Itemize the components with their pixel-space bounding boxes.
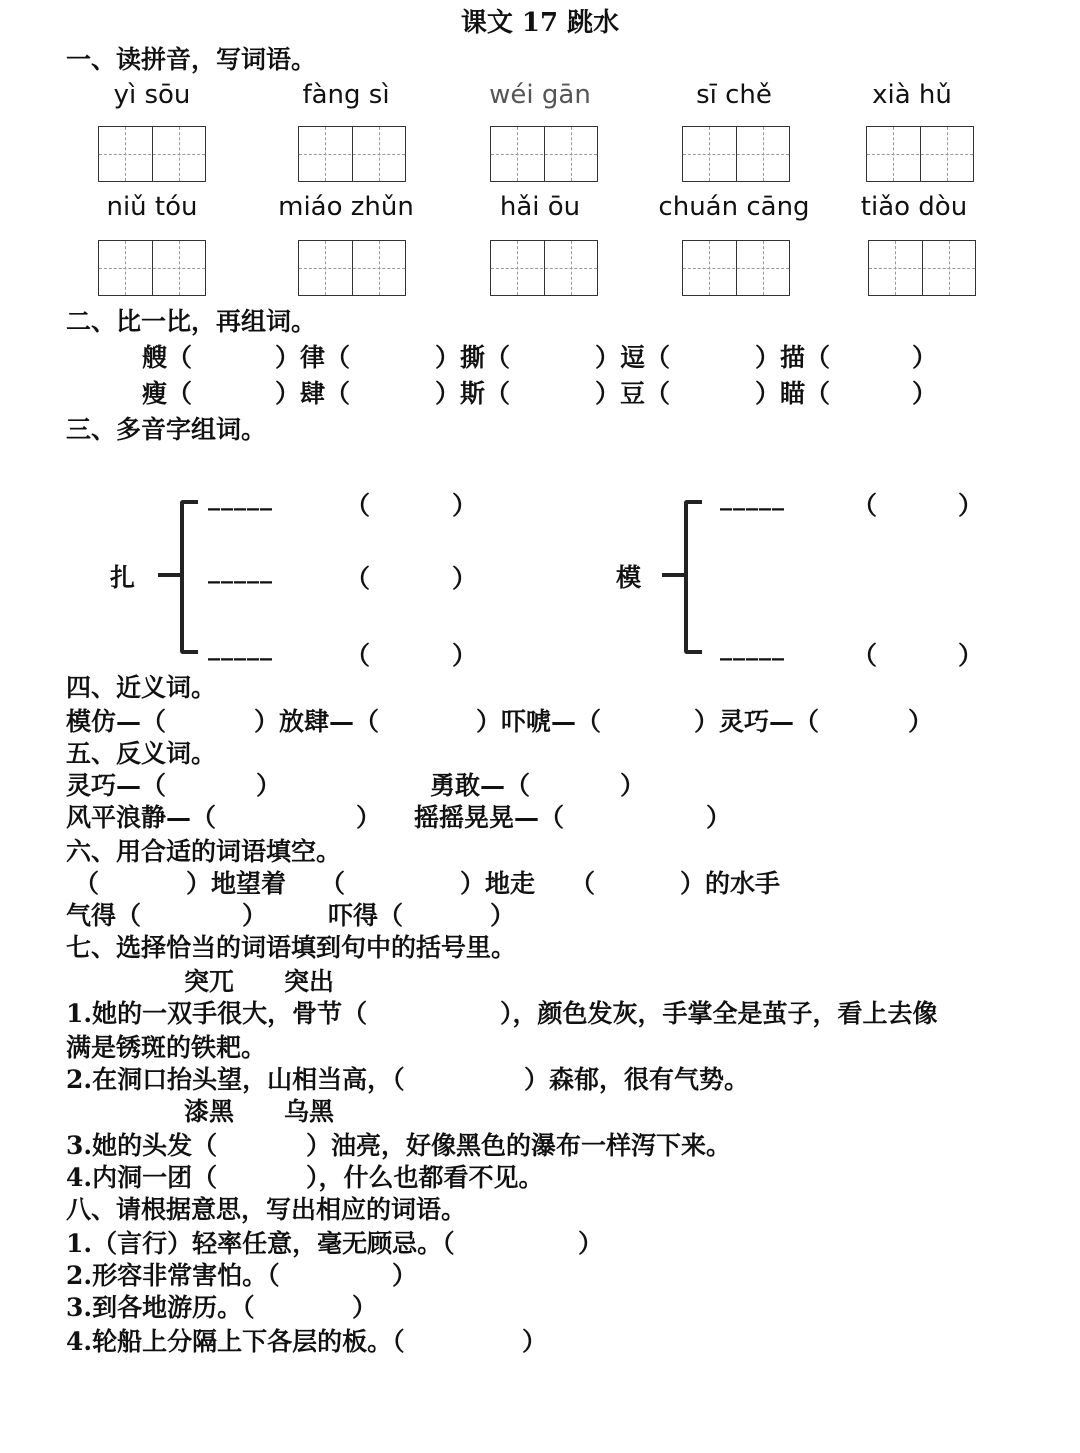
- synonym-item: 模仿—（: [66, 707, 167, 736]
- pinyin-label: chuán cāng: [658, 192, 810, 222]
- answer-blank[interactable]: _____: [208, 482, 273, 511]
- meaning-item: ）: [392, 1261, 418, 1290]
- meaning-item: 3.到各地游历。（: [66, 1293, 255, 1322]
- pinyin-label: sī chě: [696, 80, 772, 110]
- question-text: ）森郁，很有气势。: [524, 1065, 750, 1094]
- synonym-item: ）: [908, 707, 934, 736]
- compare-item: ）逗（: [595, 343, 671, 372]
- brace: [684, 500, 702, 654]
- tianzige-box[interactable]: [868, 240, 976, 296]
- meaning-item: ）: [352, 1293, 378, 1322]
- pinyin-label: tiǎo dòu: [860, 192, 968, 222]
- section-1-heading: 一、读拼音，写词语。: [66, 45, 317, 74]
- brace: [180, 500, 198, 654]
- question-text: 满是锈斑的铁耙。: [66, 1033, 267, 1062]
- compare-item: ）豆（: [595, 379, 671, 408]
- question-text: ），什么也都看不见。: [306, 1163, 544, 1192]
- synonym-item: ）吓唬—（: [476, 707, 602, 736]
- meaning-item: ）: [522, 1327, 548, 1356]
- compare-item: ）: [912, 343, 938, 372]
- question-text: 1.她的一双手很大，骨节（: [66, 999, 368, 1028]
- polyphone-char: 模: [616, 563, 642, 592]
- paren-open: （: [345, 491, 371, 520]
- paren-open: （: [345, 564, 371, 593]
- question-text: ）油亮，好像黑色的瀑布一样泻下来。: [306, 1131, 732, 1160]
- paren-open: （: [345, 641, 371, 670]
- section-2-heading: 二、比一比，再组词。: [66, 307, 317, 336]
- synonym-item: ）放肆—（: [254, 707, 380, 736]
- compare-item: 瘦（: [142, 379, 193, 408]
- compare-item: 艘（: [142, 343, 193, 372]
- tianzige-box[interactable]: [682, 126, 790, 182]
- tianzige-box[interactable]: [490, 126, 598, 182]
- fill-item: （: [320, 869, 346, 898]
- tianzige-box[interactable]: [682, 240, 790, 296]
- pinyin-label: wéi gān: [489, 80, 591, 110]
- fill-item: ）的水手: [680, 869, 781, 898]
- polyphone-char: 扎: [110, 563, 136, 592]
- section-5-heading: 五、反义词。: [66, 739, 217, 768]
- meaning-item: ）: [578, 1229, 604, 1258]
- meaning-item: 2.形容非常害怕。（: [66, 1261, 280, 1290]
- fill-item: （: [74, 869, 100, 898]
- compare-item: ）斯（: [435, 379, 511, 408]
- answer-blank[interactable]: _____: [208, 555, 273, 584]
- fill-item: （: [570, 869, 596, 898]
- word-choices: 漆黑 乌黑: [184, 1097, 335, 1126]
- compare-item: ）律（: [275, 343, 351, 372]
- tianzige-box[interactable]: [490, 240, 598, 296]
- pinyin-label: miáo zhǔn: [278, 192, 414, 222]
- synonym-item: ）灵巧—（: [694, 707, 820, 736]
- question-text: ），颜色发灰，手掌全是茧子，看上去像: [500, 999, 938, 1028]
- answer-blank[interactable]: _____: [208, 632, 273, 661]
- pinyin-label: niǔ tóu: [106, 192, 198, 222]
- antonym-item: 摇摇晃晃—（: [414, 803, 565, 832]
- compare-item: ）肆（: [275, 379, 351, 408]
- answer-blank[interactable]: _____: [720, 632, 785, 661]
- section-7-heading: 七、选择恰当的词语填到句中的括号里。: [66, 933, 517, 962]
- fill-item: ）地望着: [186, 869, 287, 898]
- paren-open: （: [852, 641, 878, 670]
- section-6-heading: 六、用合适的词语填空。: [66, 837, 342, 866]
- paren-close: ）: [958, 641, 984, 670]
- section-3-heading: 三、多音字组词。: [66, 415, 267, 444]
- compare-item: ）描（: [755, 343, 831, 372]
- question-text: 3.她的头发（: [66, 1131, 218, 1160]
- word-choices: 突兀 突出: [184, 967, 335, 996]
- tianzige-box[interactable]: [298, 240, 406, 296]
- fill-item: ）地走: [460, 869, 536, 898]
- antonym-item: ）: [256, 771, 282, 800]
- antonym-item: 风平浪静—（: [66, 803, 217, 832]
- question-text: 2.在洞口抬头望，山相当高，（: [66, 1065, 405, 1094]
- question-text: 4.内洞一团（: [66, 1163, 218, 1192]
- pinyin-label: fàng sì: [302, 80, 390, 110]
- answer-blank[interactable]: _____: [720, 482, 785, 511]
- antonym-item: 灵巧—（: [66, 771, 167, 800]
- paren-open: （: [852, 491, 878, 520]
- antonym-item: ）: [706, 803, 732, 832]
- pinyin-label: xià hǔ: [872, 80, 952, 110]
- tianzige-box[interactable]: [298, 126, 406, 182]
- tianzige-box[interactable]: [866, 126, 974, 182]
- meaning-item: 4.轮船上分隔上下各层的板。（: [66, 1327, 405, 1356]
- section-4-heading: 四、近义词。: [66, 673, 217, 702]
- antonym-item: ）: [356, 803, 382, 832]
- tianzige-box[interactable]: [98, 240, 206, 296]
- fill-item: 吓得（: [328, 901, 404, 930]
- tianzige-box[interactable]: [98, 126, 206, 182]
- section-8-heading: 八、请根据意思，写出相应的词语。: [66, 1195, 467, 1224]
- fill-item: ）: [490, 901, 516, 930]
- pinyin-label: hǎi ōu: [499, 192, 581, 222]
- paren-close: ）: [958, 491, 984, 520]
- fill-item: ）: [242, 901, 268, 930]
- meaning-item: 1.（言行）轻率任意，毫无顾忌。（: [66, 1229, 455, 1258]
- compare-item: ）撕（: [435, 343, 511, 372]
- antonym-item: ）: [620, 771, 646, 800]
- fill-item: 气得（: [66, 901, 142, 930]
- antonym-item: 勇敢—（: [430, 771, 531, 800]
- compare-item: ）瞄（: [755, 379, 831, 408]
- compare-item: ）: [912, 379, 938, 408]
- paren-close: ）: [452, 491, 478, 520]
- paren-close: ）: [452, 564, 478, 593]
- pinyin-label: yì sōu: [113, 80, 191, 110]
- paren-close: ）: [452, 641, 478, 670]
- page-title: 课文 17 跳水: [460, 8, 620, 38]
